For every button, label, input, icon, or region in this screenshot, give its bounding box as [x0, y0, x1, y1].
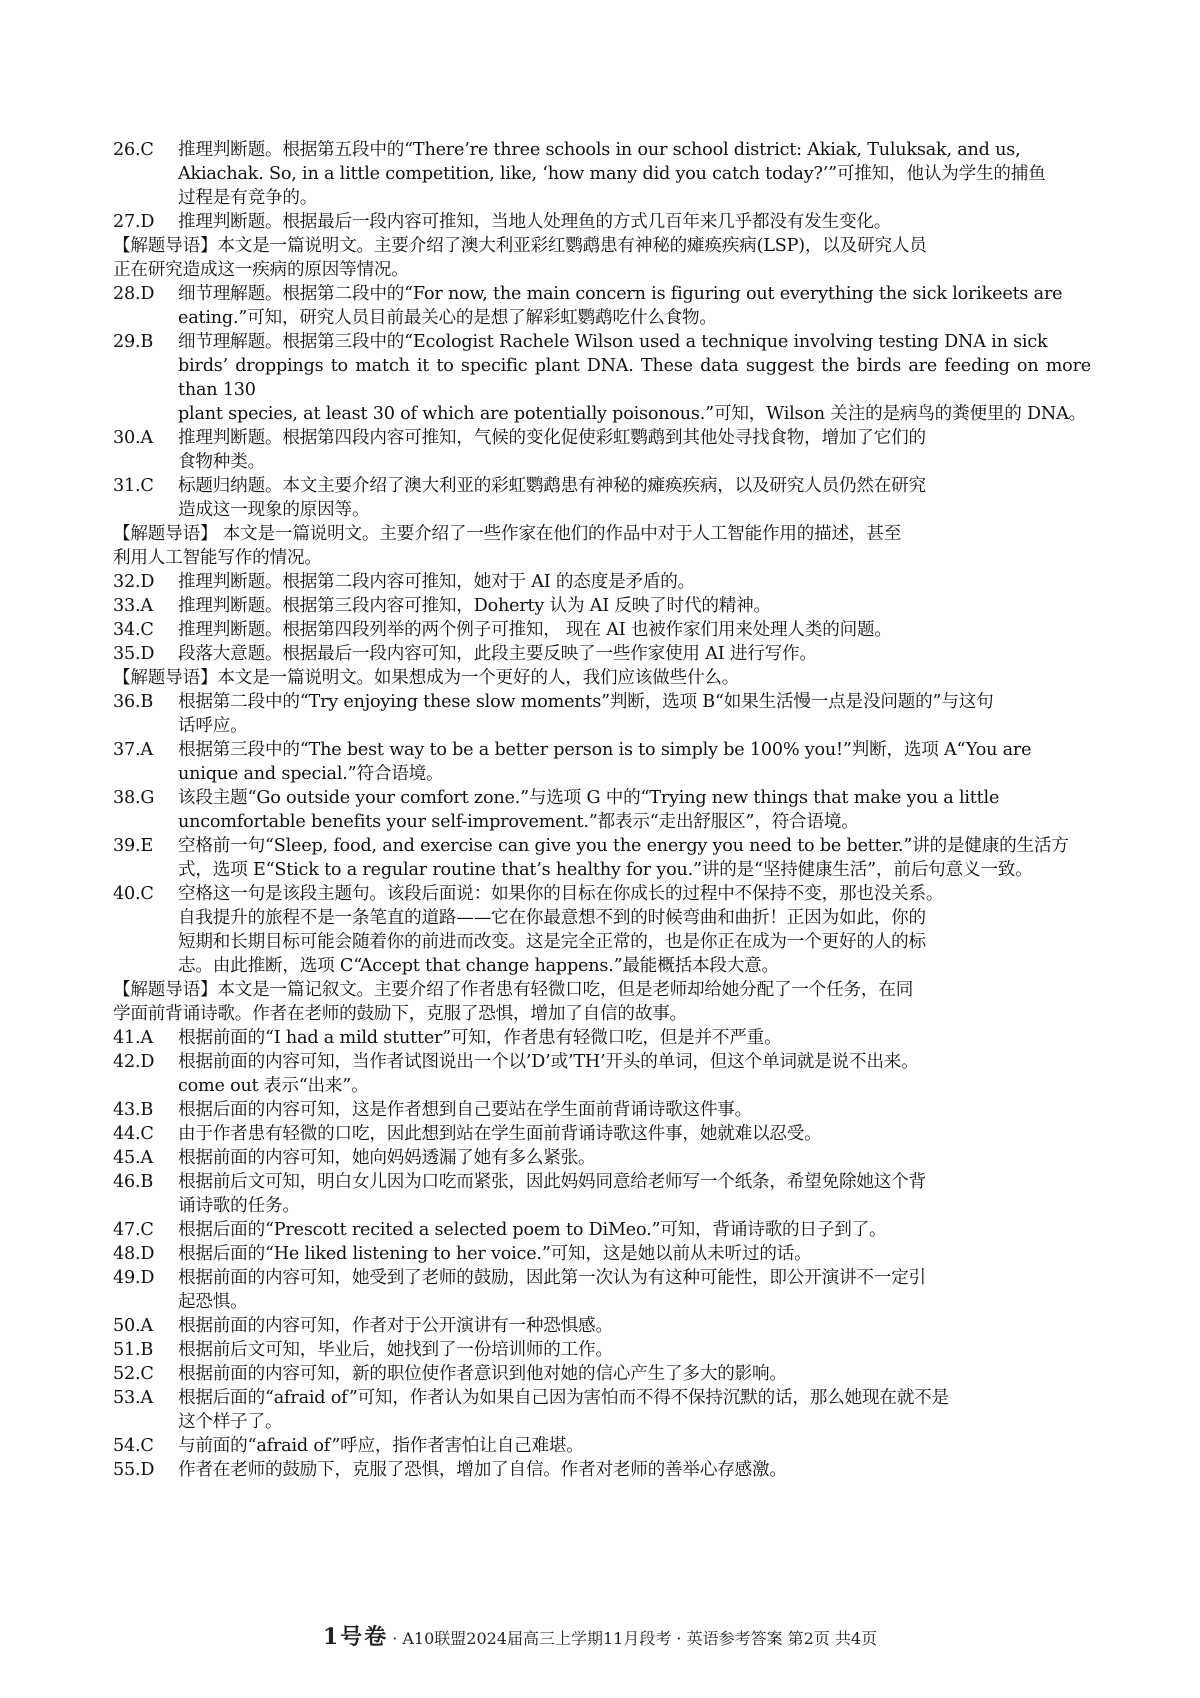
answer-number: 53.A: [113, 1388, 153, 1408]
explanation-line: 自我提升的旅程不是一条笔直的道路——它在你最意想不到的时候弯曲和曲折！正因为如此，你的: [178, 908, 926, 928]
answer-item: [113, 570, 1091, 594]
answer-item: [113, 882, 1091, 978]
answer-item: [113, 1170, 1091, 1218]
explanation-line: uncomfortable benefits your self-improvement.”都表示“走出舒服区”，符合语境。: [178, 812, 859, 832]
guide-paragraph: [113, 234, 1091, 282]
answer-number: 34.C: [113, 620, 154, 640]
answer-explanation: [178, 1386, 1091, 1434]
answer-item: [113, 1026, 1091, 1050]
answer-explanation: [178, 1170, 1091, 1218]
explanation-line: 过程是有竞争的。: [178, 188, 318, 208]
answer-number: 45.A: [113, 1148, 153, 1168]
answer-item: [113, 738, 1091, 786]
answer-number: 36.B: [113, 692, 154, 712]
answer-explanation: [178, 1146, 1091, 1170]
answer-explanation: [178, 138, 1091, 210]
guide-paragraph: [113, 522, 1091, 570]
answer-number: 49.D: [113, 1268, 155, 1288]
answer-explanation: [178, 1242, 1091, 1266]
explanation-line: 推理判断题。根据第四段内容可推知，气候的变化促使彩虹鹦鹉到其他处寻找食物，增加了它们的: [178, 428, 926, 448]
answer-item: [113, 1266, 1091, 1314]
answer-number: 27.D: [113, 212, 155, 232]
explanation-line: 根据后面的内容可知，这是作者想到自己要站在学生面前背诵诗歌这件事。: [178, 1100, 752, 1120]
answer-explanation: [178, 882, 1091, 978]
answer-item: [113, 618, 1091, 642]
answer-number: 43.B: [113, 1100, 154, 1120]
guide-line: 【解题导语】 本文是一篇说明文。主要介绍了一些作家在他们的作品中对于人工智能作用的描述，甚至: [113, 524, 902, 544]
answer-explanation: [178, 594, 1091, 618]
answer-explanation: [178, 618, 1091, 642]
answer-explanation: [178, 690, 1091, 738]
explanation-line: 根据前面的内容可知，当作者试图说出一个以’D’或’TH’开头的单词，但这个单词就是说不出来。: [178, 1052, 919, 1072]
answer-number: 28.D: [113, 284, 155, 304]
explanation-line: 短期和长期目标可能会随着你的前进而改变。这是完全正常的，也是你正在成为一个更好的人的标: [178, 932, 926, 952]
explanation-line: 根据第二段中的“Try enjoying these slow moments”判断，选项 B“如果生活慢一点是没问题的”与这句: [178, 692, 994, 712]
answer-item: [113, 1386, 1091, 1434]
answer-item: [113, 1122, 1091, 1146]
answer-number: 35.D: [113, 644, 155, 664]
explanation-line: eating.”可知，研究人员目前最关心的是想了解彩虹鹦鹉吃什么食物。: [178, 308, 717, 328]
answer-number: 47.C: [113, 1220, 154, 1240]
explanation-line: birds’ droppings to match it to specific plant DNA. These data suggest the birds are feeding on more than 130: [178, 356, 1091, 400]
answer-item: [113, 426, 1091, 474]
footer-text: · A10联盟2024届高三上学期11月段考 · 英语参考答案 第2页 共4页: [392, 1629, 878, 1648]
explanation-line: 根据前后文可知，明白女儿因为口吃而紧张，因此妈妈同意给老师写一个纸条，希望免除她这个背: [178, 1172, 926, 1192]
answer-explanation: [178, 1218, 1091, 1242]
explanation-line: 空格前一句“Sleep, food, and exercise can give you the energy you need to be better.”讲的是健康的生活方: [178, 836, 1069, 856]
explanation-line: 根据前面的内容可知，她向妈妈透漏了她有多么紧张。: [178, 1148, 596, 1168]
guide-line: 【解题导语】本文是一篇记叙文。主要介绍了作者患有轻微口吃，但是老师却给她分配了一个任务，在同: [113, 980, 914, 1000]
answer-number: 41.A: [113, 1028, 153, 1048]
answer-explanation: [178, 1266, 1091, 1314]
answer-item: [113, 1218, 1091, 1242]
answer-item: [113, 1362, 1091, 1386]
explanation-line: 推理判断题。根据第三段内容可推知，Doherty 认为 AI 反映了时代的精神。: [178, 596, 771, 616]
answer-number: 42.D: [113, 1052, 155, 1072]
answer-explanation: [178, 210, 1091, 234]
explanation-line: 起恐惧。: [178, 1292, 248, 1312]
answer-number: 50.A: [113, 1316, 153, 1336]
answer-item: [113, 210, 1091, 234]
answer-number: 51.B: [113, 1340, 154, 1360]
answer-number: 48.D: [113, 1244, 155, 1264]
answer-explanation: [178, 570, 1091, 594]
guide-line: 利用人工智能写作的情况。: [113, 548, 322, 568]
answer-explanation: [178, 330, 1091, 426]
answer-number: 38.G: [113, 788, 155, 808]
page-footer: [0, 1620, 1200, 1651]
answer-explanation: [178, 282, 1091, 330]
answer-number: 55.D: [113, 1460, 155, 1480]
answer-explanation: [178, 834, 1091, 882]
answer-number: 32.D: [113, 572, 155, 592]
explanation-line: 根据前面的内容可知，她受到了老师的鼓励，因此第一次认为有这种可能性，即公开演讲不一定引: [178, 1268, 926, 1288]
answer-item: [113, 1098, 1091, 1122]
explanation-line: 造成这一现象的原因等。: [178, 500, 370, 520]
answer-item: [113, 642, 1091, 666]
answer-number: 52.C: [113, 1364, 154, 1384]
answer-number: 39.E: [113, 836, 154, 856]
explanation-line: 这个样子了。: [178, 1412, 283, 1432]
answer-explanation: [178, 426, 1091, 474]
answer-item: [113, 282, 1091, 330]
answer-number: 30.A: [113, 428, 153, 448]
explanation-line: 根据前面的内容可知，新的职位使作者意识到他对她的信心产生了多大的影响。: [178, 1364, 787, 1384]
answer-number: 26.C: [113, 140, 154, 160]
explanation-line: 与前面的“afraid of”呼应，指作者害怕让自己难堪。: [178, 1436, 584, 1456]
answer-number: 54.C: [113, 1436, 154, 1456]
explanation-line: unique and special.”符合语境。: [178, 764, 444, 784]
answer-number: 29.B: [113, 332, 154, 352]
answer-number: 44.C: [113, 1124, 154, 1144]
explanation-line: 根据后面的“afraid of”可知，作者认为如果自己因为害怕而不得不保持沉默的话，那么她现在就不是: [178, 1388, 949, 1408]
explanation-line: 根据前面的“I had a mild stutter”可知，作者患有轻微口吃，但是并不严重。: [178, 1028, 782, 1048]
answer-item: [113, 690, 1091, 738]
answer-explanation: [178, 1098, 1091, 1122]
explanation-line: 该段主题“Go outside your comfort zone.”与选项 G 中的“Trying new things that make you a little: [178, 788, 1000, 808]
explanation-line: 话呼应。: [178, 716, 248, 736]
explanation-line: 推理判断题。根据第二段内容可推知，她对于 AI 的态度是矛盾的。: [178, 572, 696, 592]
answer-explanation: [178, 642, 1091, 666]
guide-line: 正在研究造成这一疾病的原因等情况。: [113, 260, 409, 280]
explanation-line: 空格这一句是该段主题句。该段后面说：如果你的目标在你成长的过程中不保持不变，那也没关系。: [178, 884, 944, 904]
answer-item: [113, 1458, 1091, 1482]
guide-line: 【解题导语】本文是一篇说明文。主要介绍了澳大利亚彩红鹦鹉患有神秘的瘫痪疾病(LSP)，以及研究人员: [113, 236, 927, 256]
answer-item: [113, 330, 1091, 426]
answer-item: [113, 1314, 1091, 1338]
answer-explanation: [178, 738, 1091, 786]
answer-item: [113, 1050, 1091, 1098]
answer-explanation: [178, 1458, 1091, 1482]
answer-number: 40.C: [113, 884, 154, 904]
answer-item: [113, 594, 1091, 618]
answer-explanation: [178, 1434, 1091, 1458]
answer-item: [113, 474, 1091, 522]
exam-logo: 1号卷: [322, 1624, 389, 1650]
explanation-line: 段落大意题。根据最后一段内容可知，此段主要反映了一些作家使用 AI 进行写作。: [178, 644, 817, 664]
explanation-line: 根据前后文可知，毕业后，她找到了一份培训师的工作。: [178, 1340, 613, 1360]
explanation-line: 诵诗歌的任务。: [178, 1196, 300, 1216]
explanation-line: 根据后面的“He liked listening to her voice.”可知，这是她以前从未听过的话。: [178, 1244, 812, 1264]
guide-paragraph: [113, 978, 1091, 1026]
answer-item: [113, 138, 1091, 210]
explanation-line: 作者在老师的鼓励下，克服了恐惧，增加了自信。作者对老师的善举心存感激。: [178, 1460, 787, 1480]
answer-explanation: [178, 1050, 1091, 1098]
explanation-line: 由于作者患有轻微的口吃，因此想到站在学生面前背诵诗歌这件事，她就难以忍受。: [178, 1124, 822, 1144]
explanation-line: 推理判断题。根据最后一段内容可推知，当地人处理鱼的方式几百年来几乎都没有发生变化。: [178, 212, 892, 232]
explanation-line: 根据第三段中的“The best way to be a better person is to simply be 100% you!”判断，选项 A“You are: [178, 740, 1032, 760]
explanation-line: 志。由此推断，选项 C“Accept that change happens.”最能概括本段大意。: [178, 956, 779, 976]
explanation-line: 推理判断题。根据第四段列举的两个例子可推知， 现在 AI 也被作家们用来处理人类的问题。: [178, 620, 892, 640]
answer-item: [113, 834, 1091, 882]
answer-explanation: [178, 474, 1091, 522]
answer-item: [113, 1434, 1091, 1458]
explanation-line: 细节理解题。根据第二段中的“For now, the main concern is figuring out everything the sick lorikeets are: [178, 284, 1063, 304]
answer-item: [113, 786, 1091, 834]
guide-paragraph: [113, 666, 1091, 690]
explanation-line: come out 表示“出来”。: [178, 1076, 369, 1096]
answer-explanation: [178, 1314, 1091, 1338]
answer-item: [113, 1146, 1091, 1170]
explanation-line: Akiachak. So, in a little competition, like, ‘how many did you catch today?’”可推知，他认为学生的捕鱼: [178, 164, 1046, 184]
answer-explanation: [178, 786, 1091, 834]
answer-explanation: [178, 1122, 1091, 1146]
answer-explanation: [178, 1026, 1091, 1050]
explanation-line: 式，选项 E“Stick to a regular routine that’s healthy for you.”讲的是“坚持健康生活”，前后句意义一致。: [178, 860, 1033, 880]
answer-number: 46.B: [113, 1172, 154, 1192]
answer-list: [113, 138, 1091, 1482]
guide-line: 【解题导语】本文是一篇说明文。如果想成为一个更好的人，我们应该做些什么。: [113, 668, 740, 688]
explanation-line: 标题归纳题。本文主要介绍了澳大利亚的彩虹鹦鹉患有神秘的瘫痪疾病，以及研究人员仍然在研究: [178, 476, 926, 496]
explanation-line: 食物种类。: [178, 452, 265, 472]
explanation-line: 推理判断题。根据第五段中的“There’re three schools in our school district: Akiak, Tuluksak, and us,: [178, 140, 1021, 160]
explanation-line: 根据后面的“Prescott recited a selected poem to DiMeo.”可知，背诵诗歌的日子到了。: [178, 1220, 887, 1240]
explanation-line: 根据前面的内容可知，作者对于公开演讲有一种恐惧感。: [178, 1316, 613, 1336]
answer-number: 31.C: [113, 476, 154, 496]
answer-explanation: [178, 1338, 1091, 1362]
guide-line: 学面前背诵诗歌。作者在老师的鼓励下，克服了恐惧，增加了自信的故事。: [113, 1004, 687, 1024]
answer-item: [113, 1338, 1091, 1362]
answer-number: 37.A: [113, 740, 153, 760]
explanation-line: plant species, at least 30 of which are potentially poisonous.”可知，Wilson 关注的是病鸟的粪便里的 DNA。: [178, 404, 1087, 424]
answer-item: [113, 1242, 1091, 1266]
answer-number: 33.A: [113, 596, 153, 616]
answer-explanation: [178, 1362, 1091, 1386]
explanation-line: 细节理解题。根据第三段中的“Ecologist Rachele Wilson used a technique involving testing DNA in sick: [178, 332, 1048, 352]
